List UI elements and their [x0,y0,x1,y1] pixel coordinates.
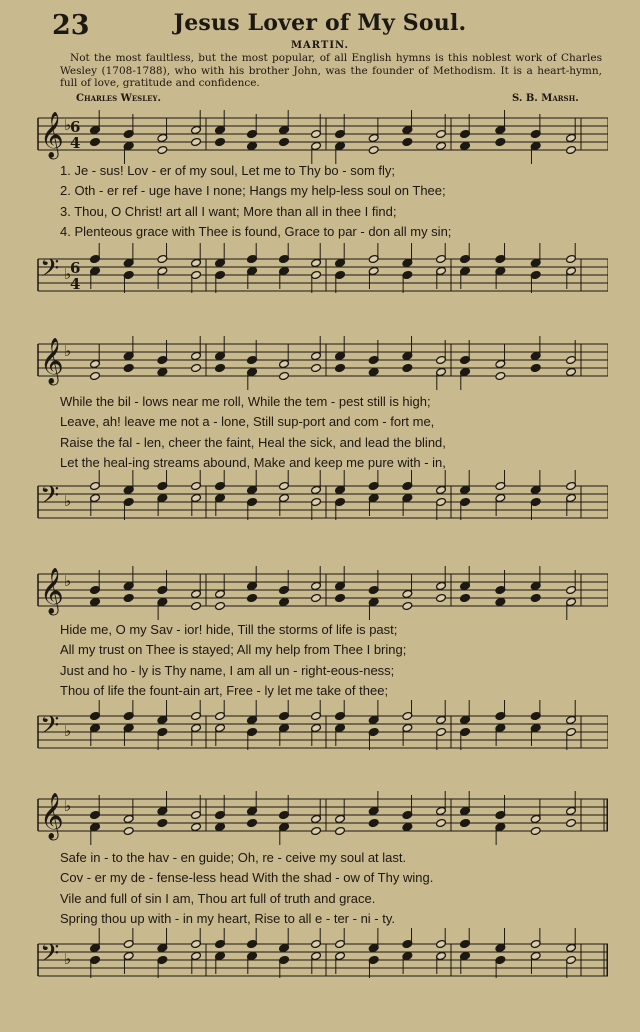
time-signature-bottom: 4 [70,275,81,293]
lower-note-head [460,593,471,602]
flat-key-signature-icon: ♭ [64,492,72,510]
lower-note-head [279,137,290,146]
bass-staff-system-2 [36,470,608,532]
lower-note-head [495,371,506,380]
lower-note-head [90,597,101,606]
bass-clef-icon: 𝄢 [40,711,60,746]
flat-key-signature-icon: ♭ [64,797,72,815]
lyric-verse-4: Spring thou up with - in my heart, Rise to all e - ter - ni - ty. [60,911,395,927]
hymn-introduction: Not the most faultless, but the most popular, of all English hymns is this noblest work of Charles Wesley (1708-1788), who with his brother John, was the founder of Methodism. It is a heart-hymn, full of love, gratitude and confidence. [60,52,602,89]
treble-staff-system-3 [36,560,608,620]
lower-note-head [335,593,346,602]
lower-note-head [368,367,379,376]
lower-note-head [335,363,346,372]
lower-note-head [402,601,413,610]
lower-note-head [123,363,134,372]
composer-credit: S. B. Marsh. [512,93,579,104]
lower-note-head [247,818,258,827]
treble-staff-system-4 [36,785,608,845]
treble-staff-system-2 [36,330,608,390]
lyric-verse-2: Leave, ah! leave me not a - lone, Still sup-port and com - fort me, [60,414,435,430]
bass-staff-system-4 [36,928,608,990]
lower-note-head [368,145,379,154]
lower-note-head [368,818,379,827]
treble-clef-icon: 𝄞 [40,793,64,839]
lyric-verse-4: 4. Plenteous grace with Thee is found, Grace to par - don all my sin; [60,224,452,240]
flat-key-signature-icon: ♭ [64,116,72,134]
bass-clef-icon: 𝄢 [40,254,60,289]
lower-note-head [215,822,226,831]
lower-note-head [402,137,413,146]
lyricist-credit: Charles Wesley. [76,93,161,104]
lower-note-head [157,367,168,376]
lower-note-head [279,597,290,606]
lower-note-head [311,593,322,602]
lower-note-head [215,363,226,372]
lower-note-head [436,593,447,602]
lower-note-head [247,141,258,150]
lower-note-head [191,822,202,831]
lower-note-head [90,137,101,146]
lyric-verse-1: 1. Je - sus! Lov - er of my soul, Let me to Thy bo - som fly; [60,163,395,178]
lower-note-head [495,137,506,146]
lyric-verse-3: Just and ho - ly is Thy name, I am all un - right-eous-ness; [60,662,395,678]
time-signature-bottom: 4 [70,134,81,152]
lower-note-head [157,818,168,827]
lower-note-head [311,826,322,835]
flat-key-signature-icon: ♭ [64,572,72,590]
lower-note-head [566,145,577,154]
lyrics-block-4 [60,848,605,930]
lyric-verse-1: While the bil - lows near me roll, While the tem - pest still is high; [60,394,431,409]
lyrics-block-3 [60,620,605,702]
lower-note-head [402,822,413,831]
lower-note-head [279,371,290,380]
lower-note-head [460,818,471,827]
lyric-verse-2: 2. Oth - er ref - uge have I none; Hangs my help-less soul on Thee; [60,183,446,199]
lower-note-head [436,818,447,827]
lower-note-head [566,367,577,376]
lower-note-head [436,141,447,150]
treble-staff-system-1 [36,104,608,164]
lyric-verse-3: 3. Thou, O Christ! art all I want; More than all in thee I find; [60,203,397,219]
lyrics-block-1 [60,161,605,243]
flat-key-signature-icon: ♭ [64,265,72,283]
lyric-verse-2: All my trust on Thee is stayed; All my help from Thee I bring; [60,642,407,658]
lower-note-head [191,601,202,610]
bass-clef-icon: 𝄢 [40,939,60,974]
lower-note-head [123,593,134,602]
bass-staff-system-1 [36,243,608,305]
lower-note-head [311,363,322,372]
lower-note-head [90,371,101,380]
lower-note-head [530,363,541,372]
lower-note-head [215,137,226,146]
lower-note-head [460,141,471,150]
lyric-verse-4: Let the heal-ing streams abound, Make and keep me pure with - in, [60,455,446,471]
flat-key-signature-icon: ♭ [64,342,72,360]
flat-key-signature-icon: ♭ [64,950,72,968]
tune-name: MARTIN. [290,40,350,51]
lyric-verse-3: Raise the fal - len, cheer the faint, Heal the sick, and lead the blind, [60,434,446,450]
lower-note-head [191,137,202,146]
lyric-verse-1: Safe in - to the hav - en guide; Oh, re - ceive my soul at last. [60,850,407,865]
lower-note-head [247,593,258,602]
treble-clef-icon: 𝄞 [40,568,64,614]
treble-clef-icon: 𝄞 [40,338,64,384]
time-signature-top: 6 [70,259,81,277]
lyrics-block-2 [60,392,605,474]
bass-clef-icon: 𝄢 [40,481,60,516]
treble-clef-icon: 𝄞 [40,112,64,158]
hymn-number: 23 [52,10,90,41]
lower-note-head [530,593,541,602]
lyric-verse-2: Cov - er my de - fense-less head With the shad - ow of Thy wing. [60,870,434,886]
flat-key-signature-icon: ♭ [64,722,72,740]
lower-note-head [402,363,413,372]
bass-staff-system-3 [36,700,608,762]
lower-note-head [335,826,346,835]
lower-note-head [191,363,202,372]
lyric-verse-4: Thou of life the fount-ain art, Free - ly let me take of thee; [60,683,389,699]
lower-note-head [215,601,226,610]
lower-note-head [566,818,577,827]
lower-note-head [123,826,134,835]
time-signature-top: 6 [70,118,81,136]
hymn-title: Jesus Lover of My Soul. [173,10,467,36]
lyric-verse-1: Hide me, O my Sav - ior! hide, Till the storms of life is past; [60,622,398,637]
lower-note-head [157,145,168,154]
lower-note-head [530,826,541,835]
lyric-verse-3: Vile and full of sin I am, Thou art full of truth and grace. [60,890,376,906]
lower-note-head [495,597,506,606]
